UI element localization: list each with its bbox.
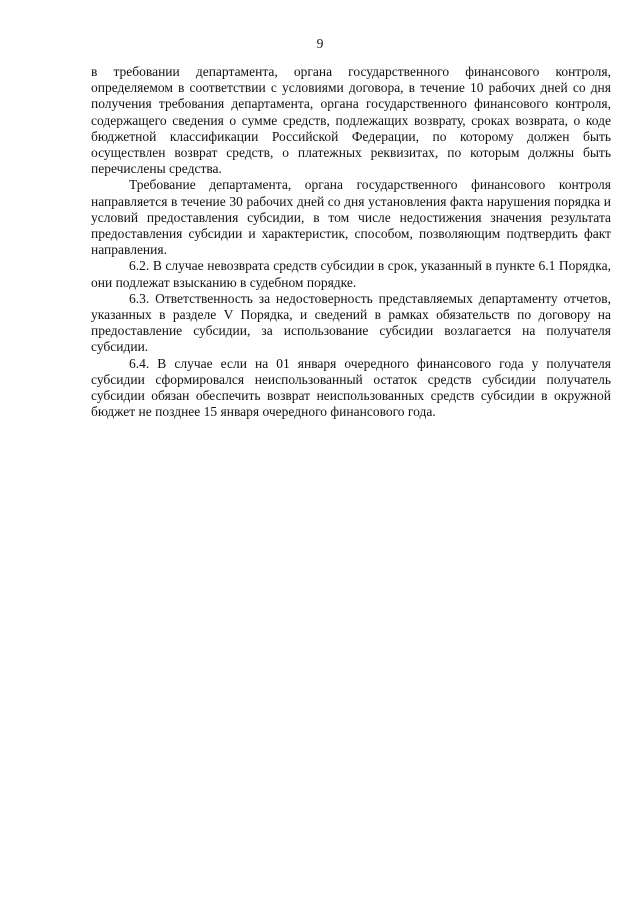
- paragraph-6-4: 6.4. В случае если на 01 января очередного финансового года у получателя субсидии сформировался неиспользованный остаток средств субсидии получатель субсидии обязан обеспечить возврат неиспользованных средств субсидии в окружной бюджет не позднее 15 января очередного финансового года.: [91, 355, 611, 420]
- paragraph-6-2: 6.2. В случае невозврата средств субсидии в срок, указанный в пункте 6.1 Порядка, они подлежат взысканию в судебном порядке.: [91, 258, 611, 290]
- page-number: 9: [316, 36, 324, 51]
- paragraph-continuation: в требовании департамента, органа государственного финансового контроля, определяемом в соответствии с условиями договора, в течение 10 рабочих дней со дня получения требования департамента, органа государственного финансового контроля, содержащего сведения о сумме средств, подлежащих возврату, сроках возврата, о коде бюджетной классификации Российской Федерации, по которому должен быть осуществлен возврат средств, о платежных реквизитах, по которым должны быть перечислены средства.: [91, 64, 611, 177]
- paragraph-requirement: Требование департамента, органа государственного финансового контроля направляется в течение 30 рабочих дней со дня установления факта нарушения порядка и условий предоставления субсидии, в том числе недостижения значения результата предоставления субсидии и характеристик, способом, позволяющим подтвердить факт направления.: [91, 177, 611, 258]
- document-body: [91, 64, 611, 420]
- paragraph-6-3: 6.3. Ответственность за недостоверность представляемых департаменту отчетов, указанных в разделе V Порядка, и сведений в рамках обязательств по договору на предоставление субсидии, за использование субсидии возлагается на получателя субсидии.: [91, 290, 611, 355]
